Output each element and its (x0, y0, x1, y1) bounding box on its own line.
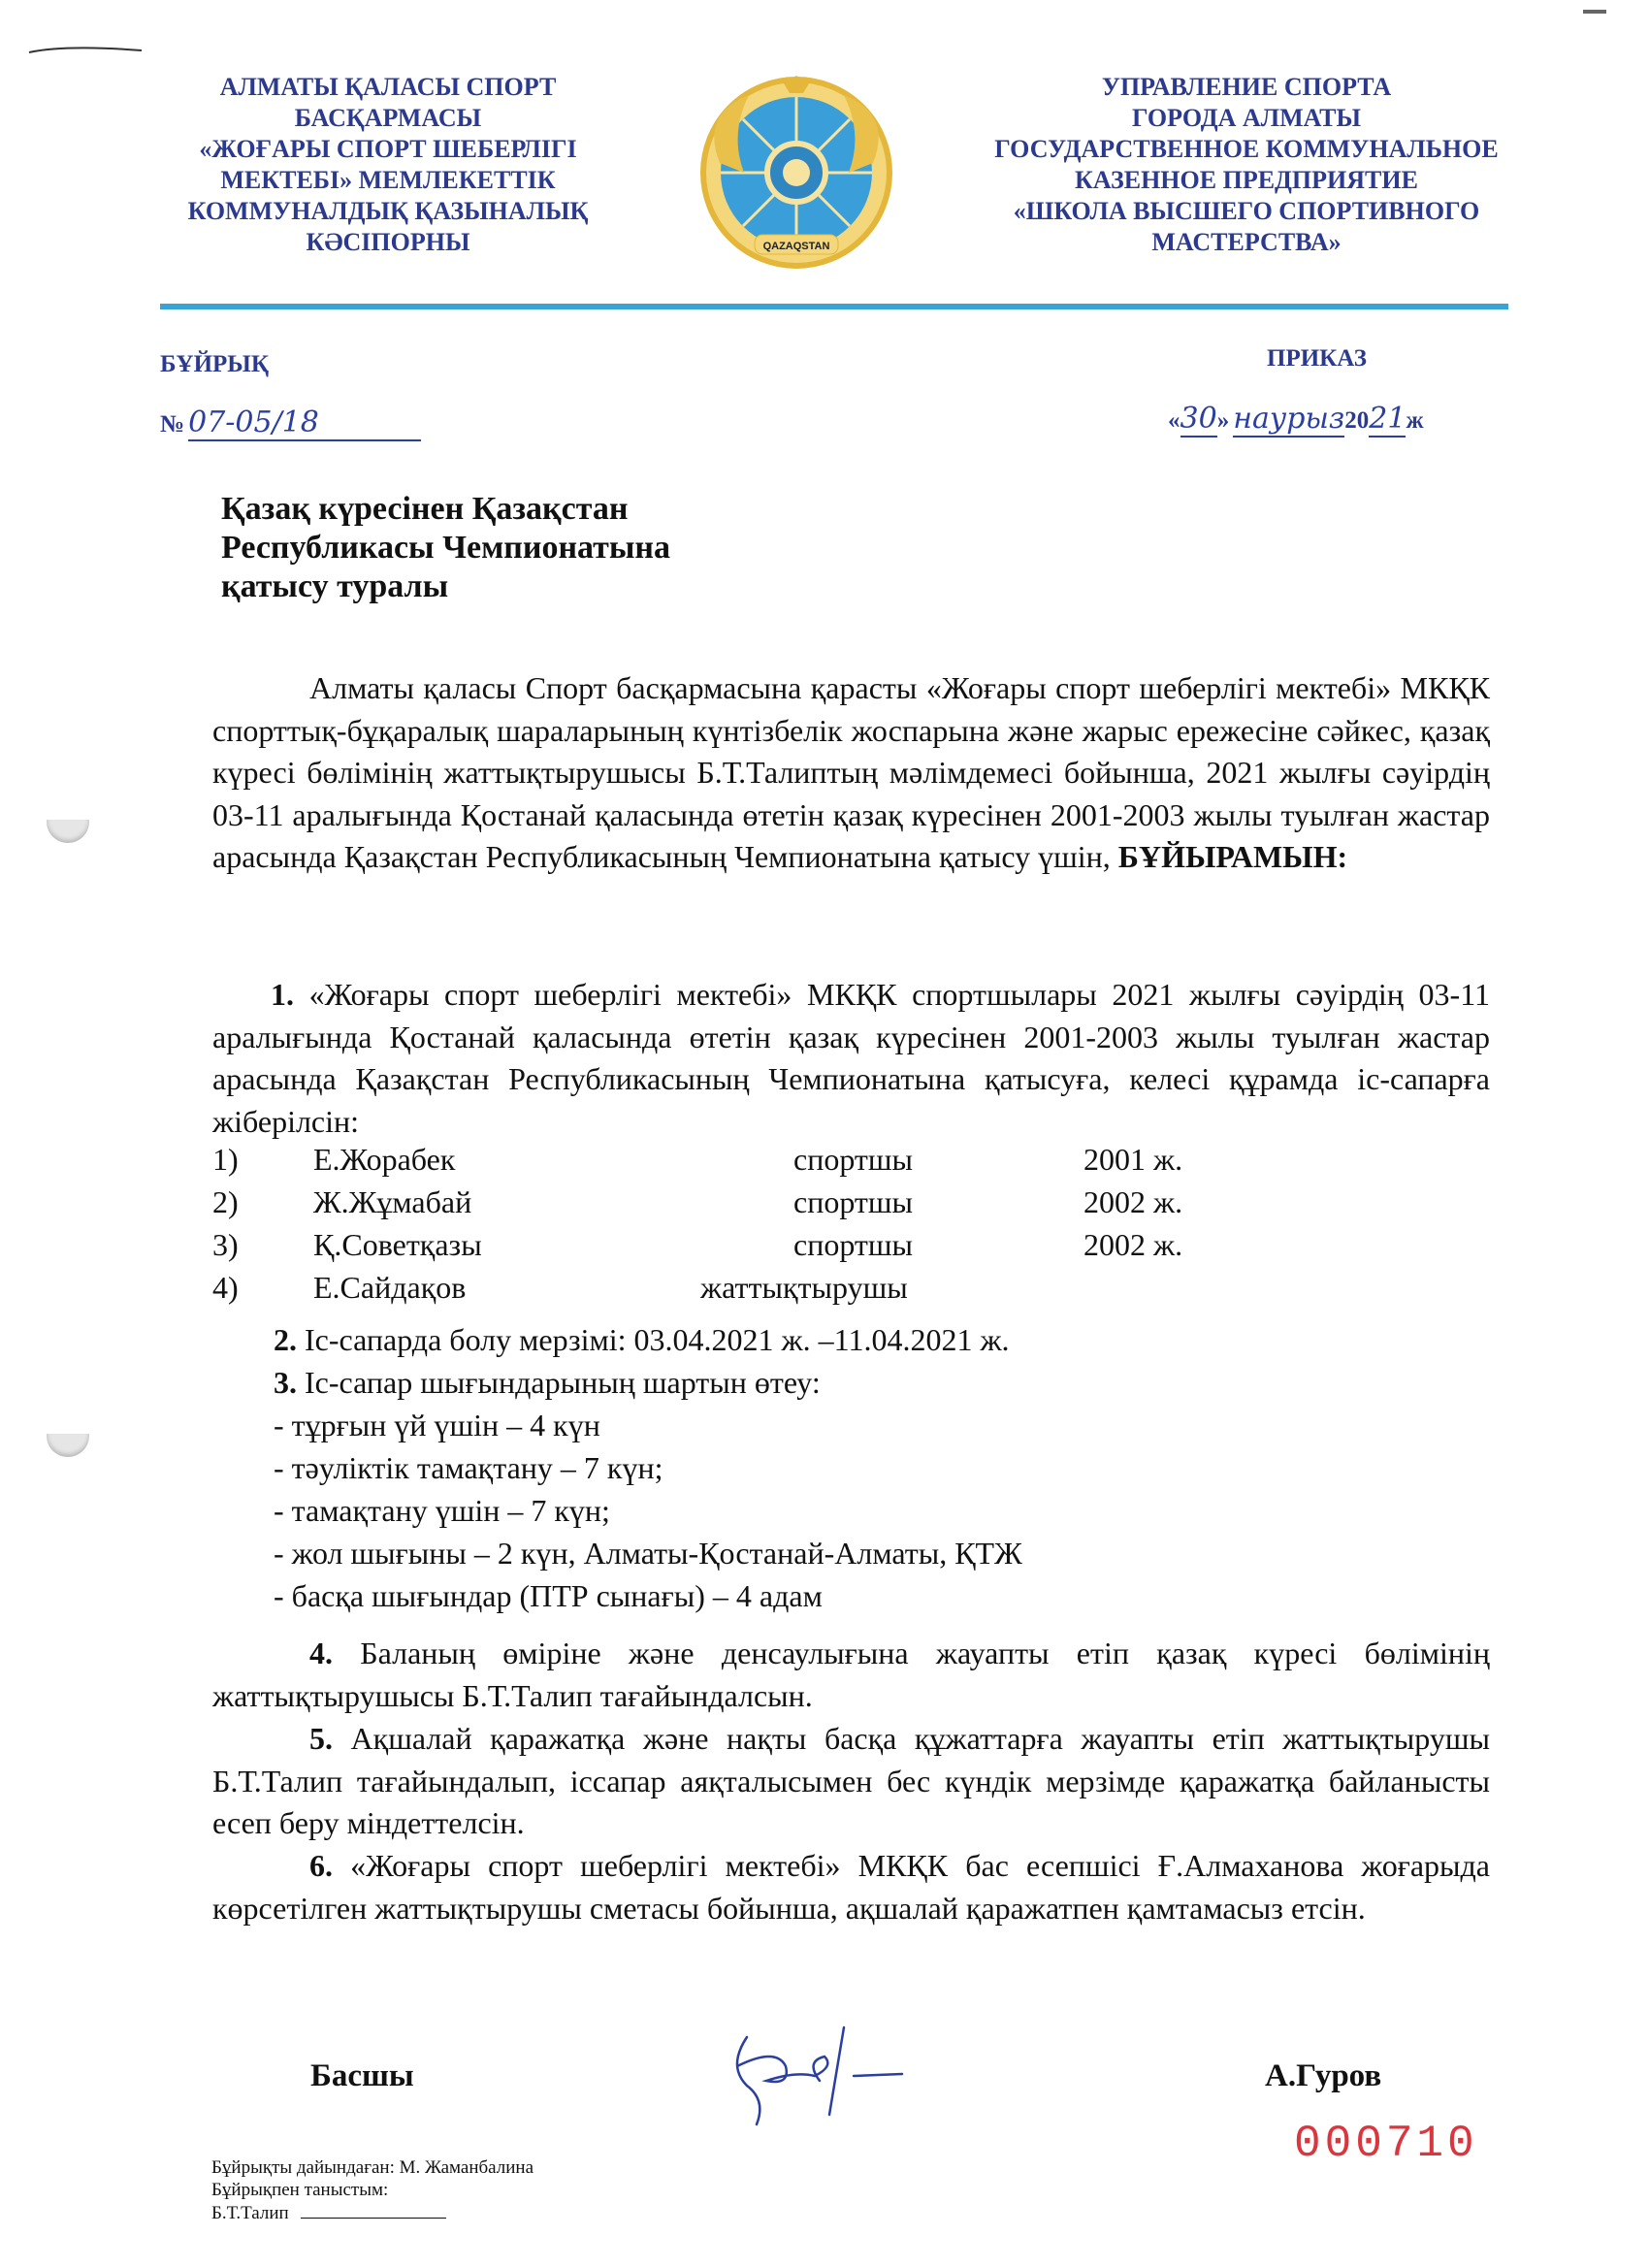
date-day: 30 (1180, 402, 1217, 436)
item-6-text: «Жоғары спорт шеберлігі мектебі» МКҚК бас есепшісі Ғ.Алмаханова жоғарыда көрсетілген жаттықтырушы сметасы бойынша, ақшалай қаражатпен қамтамасыз етсін. (212, 1848, 1490, 1926)
header-right-line: КАЗЕННОЕ ПРЕДПРИЯТИЕ (1075, 166, 1418, 194)
item-6 (212, 1845, 1490, 1929)
signature-position: Басшы (310, 2058, 414, 2093)
expense-item: - жол шығыны – 2 күн, Алматы-Қостанай-Алматы, ҚТЖ (274, 1536, 1022, 1571)
participant-name: Қ.Советқазы (313, 1227, 482, 1262)
participant-role: спортшы (793, 1184, 914, 1219)
header-right-line: ГОРОДА АЛМАТЫ (1132, 104, 1361, 132)
state-emblem (691, 76, 902, 270)
header-right-line: УПРАВЛЕНИЕ СПОРТА (1101, 73, 1392, 101)
handwritten-signature (708, 2008, 922, 2134)
participant-num: 3) (212, 1227, 239, 1262)
title-line: Республикасы Чемпионатына (221, 530, 671, 566)
date-year-suffix-letter: ж (1406, 407, 1424, 434)
participant-name: Ж.Жұмабай (313, 1184, 472, 1219)
item-1 (212, 974, 1490, 1143)
item-5-text: Ақшалай қаражатқа және нақты басқа құжаттарға жауапты етіп жаттықтырушы Б.Т.Талип тағайындалып, іссапар аяқталысымен бес күндік мерзімде қаражатқа байланысты есеп беру міндеттелсін. (212, 1721, 1491, 1840)
participant-role: жаттықтырушы (700, 1270, 908, 1305)
participant-year: 2002 ж. (1083, 1227, 1183, 1262)
item-4-number: 4. (309, 1636, 333, 1670)
footer-signature-line (301, 2218, 446, 2219)
header-right-line: «ШКОЛА ВЫСШЕГО СПОРТИВНОГО (1013, 197, 1480, 225)
header-left (165, 72, 611, 258)
item-6-number: 6. (309, 1848, 333, 1883)
footer-talip-name: Б.Т.Талип (211, 2203, 289, 2223)
participant-role: спортшы (793, 1142, 914, 1177)
preamble-text: Алматы қаласы Спорт басқармасына қарасты «Жоғары спорт шеберлігі мектебі» МКҚК спорттық-бұқаралық шараларының күнтізбелік жоспарына және жарыс ережесіне сәйкес, қазақ күресі бөлімінің жаттықтырушысы Б.Т.Талиптың мәлімдемесі бойынша, 2021 жылғы сәуірдің 03-11 аралығында Қостанай қаласында өтетін қазақ күресінен 2001-2003 жылы туылған жастар арасында Қазақстан Республикасының Чемпионатына қатысу үшін, (212, 670, 1490, 874)
item-1-number: 1. (271, 977, 294, 1012)
order-title (221, 490, 670, 606)
signatory-name: А.Гуров (1265, 2058, 1382, 2093)
item-5-number: 5. (309, 1721, 333, 1756)
header-divider (160, 304, 1508, 309)
date-year-prefix: 20 (1344, 407, 1370, 434)
participant-year: 2002 ж. (1083, 1184, 1183, 1219)
footer-talip (211, 2202, 446, 2224)
participant-num: 4) (212, 1270, 239, 1305)
participant-row (212, 1142, 239, 1178)
footer-prepared: Бұйрықты дайындаған: М. Жаманбалина (211, 2157, 534, 2178)
expense-item: - тұрғын үй үшін – 4 күн (274, 1408, 600, 1442)
header-left-line: КОММУНАЛДЫҚ ҚАЗЫНАЛЫҚ (187, 197, 589, 225)
serial-number: 000710 (1294, 2119, 1478, 2169)
preamble-paragraph (212, 667, 1490, 879)
expense-item: - тәуліктік тамақтану – 7 күн; (274, 1450, 663, 1485)
item-1-text: «Жоғары спорт шеберлігі мектебі» МКҚК спортшылары 2021 жылғы сәуірдің 03-11 аралығында Қостанай қаласында өтетін қазақ күресінен 2001-2003 жылы туылған жастар арасында Қазақстан Республикасының Чемпионатына қатысуға, келесі құрамда іс-сапарға жіберілсін: (212, 977, 1491, 1139)
date-year-suffix: 21 (1369, 402, 1406, 436)
corner-dash (1583, 10, 1606, 14)
punch-hole (47, 820, 89, 843)
item-4-text: Баланың өміріне және денсаулығына жауапты етіп қазақ күресі бөлімінің жаттықтырушысы Б.Т.Талип тағайындалсын. (212, 1636, 1491, 1713)
participant-num: 2) (212, 1184, 239, 1219)
date-quote-open: « (1168, 407, 1180, 434)
participant-year: 2001 ж. (1083, 1142, 1183, 1177)
header-left-line: МЕКТЕБІ» МЕМЛЕКЕТТІК (220, 166, 556, 194)
date-month: наурыз (1233, 402, 1345, 436)
header-right-line: МАСТЕРСТВА» (1151, 228, 1342, 256)
title-line: Қазақ күресінен Қазақстан (221, 491, 629, 527)
header-left-line: АЛМАТЫ ҚАЛАСЫ СПОРТ (219, 73, 557, 101)
expense-item: - басқа шығындар (ПТР сынағы) – 4 адам (274, 1578, 823, 1613)
header-left-line: КӘСІПОРНЫ (306, 228, 470, 256)
participant-num: 1) (212, 1142, 239, 1177)
item-3 (274, 1365, 821, 1401)
number-sign: № (160, 411, 185, 437)
date-quote-close: » (1216, 407, 1230, 434)
header-right-line: ГОСУДАРСТВЕННОЕ КОММУНАЛЬНОЕ (994, 135, 1499, 163)
header-left-line: «ЖОҒАРЫ СПОРТ ШЕБЕРЛІГІ (199, 135, 577, 163)
participant-name: Е.Жорабек (313, 1142, 456, 1177)
item-2 (274, 1322, 1010, 1358)
punch-hole (47, 1434, 89, 1457)
item-3-number: 3. (274, 1365, 297, 1400)
item-2-number: 2. (274, 1322, 297, 1357)
item-3-text: Іс-сапар шығындарының шартын өтеу: (305, 1365, 821, 1400)
order-label-kaz: БҰЙРЫҚ (160, 351, 269, 377)
item-5 (212, 1718, 1490, 1845)
command-word: БҰЙЫРАМЫН: (1117, 839, 1348, 874)
header-left-line: БАСҚАРМАСЫ (294, 104, 482, 132)
order-number-value: 07-05/18 (188, 405, 421, 441)
order-label-rus: ПРИКАЗ (1267, 345, 1367, 372)
title-line: қатысу туралы (221, 568, 449, 604)
participant-role: спортшы (793, 1227, 914, 1262)
emblem-label: QAZAQSTAN (762, 241, 830, 252)
order-number (160, 405, 421, 441)
header-right (955, 72, 1537, 258)
expense-item: - тамақтану үшін – 7 күн; (274, 1493, 610, 1528)
corner-mark (27, 37, 144, 66)
item-4 (212, 1633, 1490, 1717)
participant-name: Е.Сайдақов (313, 1270, 467, 1305)
item-2-text: Іс-сапарда болу мерзімі: 03.04.2021 ж. –11.04.2021 ж. (305, 1322, 1010, 1357)
footer-acquainted: Бұйрықпен таныстым: (211, 2180, 389, 2200)
order-date (1168, 402, 1424, 437)
